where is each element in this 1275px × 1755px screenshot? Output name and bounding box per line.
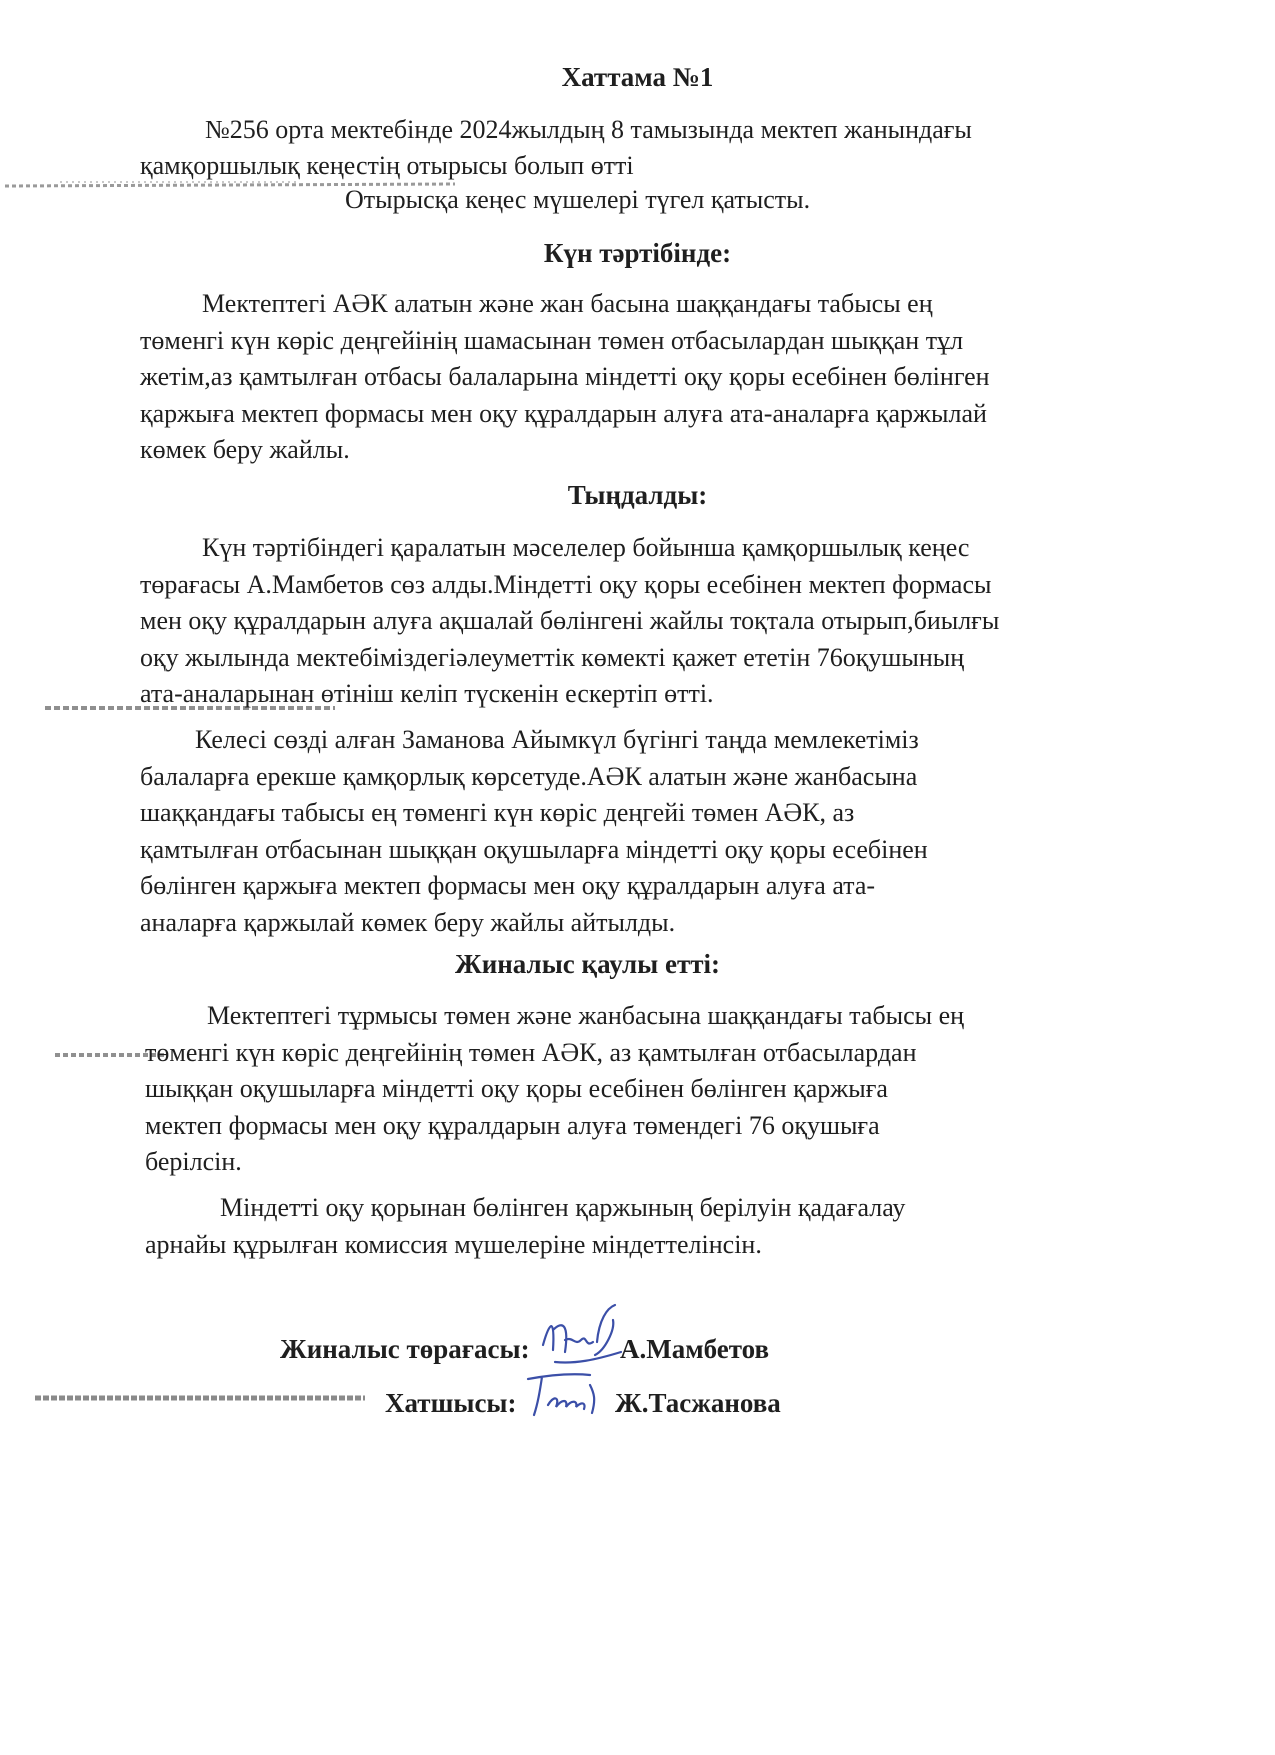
- agenda-line: қаржыға мектеп формасы мен оқу құралдарын алуға ата-аналарға қаржылай: [140, 398, 987, 428]
- agenda-paragraph: [140, 286, 1020, 469]
- heard-line: бөлінген қаржыға мектеп формасы мен оқу құралдарын алуға ата-: [140, 871, 876, 900]
- heard-line: аналарға қаржылай көмек беру жайлы айтылды.: [140, 907, 676, 937]
- heard-line: шаққандағы табысы ең төменгі күн көріс деңгейі төмен АӘК, аз: [140, 798, 855, 827]
- resolution-heading: Жиналыс қаулы етті:: [455, 949, 721, 979]
- scan-noise-bottom: [30, 1390, 370, 1406]
- intro-line-1: №256 орта мектебінде 2024жылдың 8 тамызында мектеп жанындағы: [205, 115, 972, 144]
- agenda-heading: Күн тәртібінде:: [543, 238, 732, 268]
- resolution-paragraph-2: [145, 1190, 1025, 1263]
- intro-line-2: қамқоршылық кеңестің отырысы болып өтті: [140, 151, 634, 180]
- agenda-line: жетім,аз қамтылған отбасы балаларына міндетті оқу қоры есебінен бөлінген: [140, 362, 990, 391]
- heard-line: Келесі сөзді алған Заманова Айымкүл бүгінгі таңда мемлекетіміз: [195, 725, 919, 754]
- heard-paragraph-1: [140, 530, 1020, 713]
- heard-line: оқу жылында мектебіміздегіәлеуметтік көмекті қажет ететін 76оқушының: [140, 642, 965, 672]
- resolution-line: мектеп формасы мен оқу құралдарын алуға төмендегі 76 оқушыға: [145, 1110, 880, 1140]
- agenda-line: Мектептегі АӘК алатын және жан басына шаққандағы табысы ең: [202, 289, 933, 318]
- heard-line: Күн тәртібіндегі қаралатын мәселелер бойынша қамқоршылық кеңес: [202, 533, 970, 562]
- secretary-signature: [520, 1365, 610, 1425]
- resolution-line: Мектептегі тұрмысы төмен және жанбасына шаққандағы табысы ең: [207, 1001, 965, 1030]
- agenda-line: көмек беру жайлы.: [140, 435, 350, 464]
- heard-heading: Тыңдалды:: [567, 480, 708, 510]
- protocol-title: Хаттама №1: [561, 62, 714, 92]
- secretary-name: Ж.Тасжанова: [615, 1388, 781, 1418]
- heard-paragraph-2: [140, 722, 1020, 941]
- resolution-line: арнайы құрылған комиссия мүшелеріне міндеттелінсін.: [145, 1229, 762, 1259]
- agenda-line: төменгі күн көріс деңгейінің шамасынан төмен отбасылардан шыққан тұл: [140, 325, 964, 355]
- heard-line: ата-аналарынан өтініш келіп түскенін ескертіп өтті.: [140, 679, 714, 708]
- resolution-line: шыққан оқушыларға міндетті оқу қоры есебінен бөлінген қаржыға: [145, 1074, 888, 1103]
- resolution-line: берілсін.: [145, 1147, 242, 1176]
- heard-line: төрағасы А.Мамбетов сөз алды.Міндетті оқу қоры есебінен мектеп формасы: [140, 569, 992, 599]
- resolution-paragraph-1: [145, 998, 1025, 1181]
- heard-line: мен оқу құралдарын алуға ақшалай бөлінгені жайлы тоқтала отырып,биылғы: [140, 606, 1000, 635]
- heard-line: балаларға ерекше қамқорлық көрсетуде.АӘК алатын және жанбасына: [140, 761, 918, 791]
- chair-name: А.Мамбетов: [620, 1334, 770, 1364]
- resolution-line: Міндетті оқу қорынан бөлінген қаржының берілуін қадағалау: [220, 1193, 906, 1222]
- resolution-line: төменгі күн көріс деңгейінің төмен АӘК, аз қамтылған отбасылардан: [145, 1037, 917, 1067]
- attendance-line: Отырысқа кеңес мүшелері түгел қатысты.: [345, 185, 811, 214]
- chair-label: Жиналыс төрағасы:: [280, 1334, 530, 1364]
- heard-line: қамтылған отбасынан шыққан оқушыларға міндетті оқу қоры есебінен: [140, 834, 928, 864]
- secretary-label: Хатшысы:: [385, 1388, 517, 1418]
